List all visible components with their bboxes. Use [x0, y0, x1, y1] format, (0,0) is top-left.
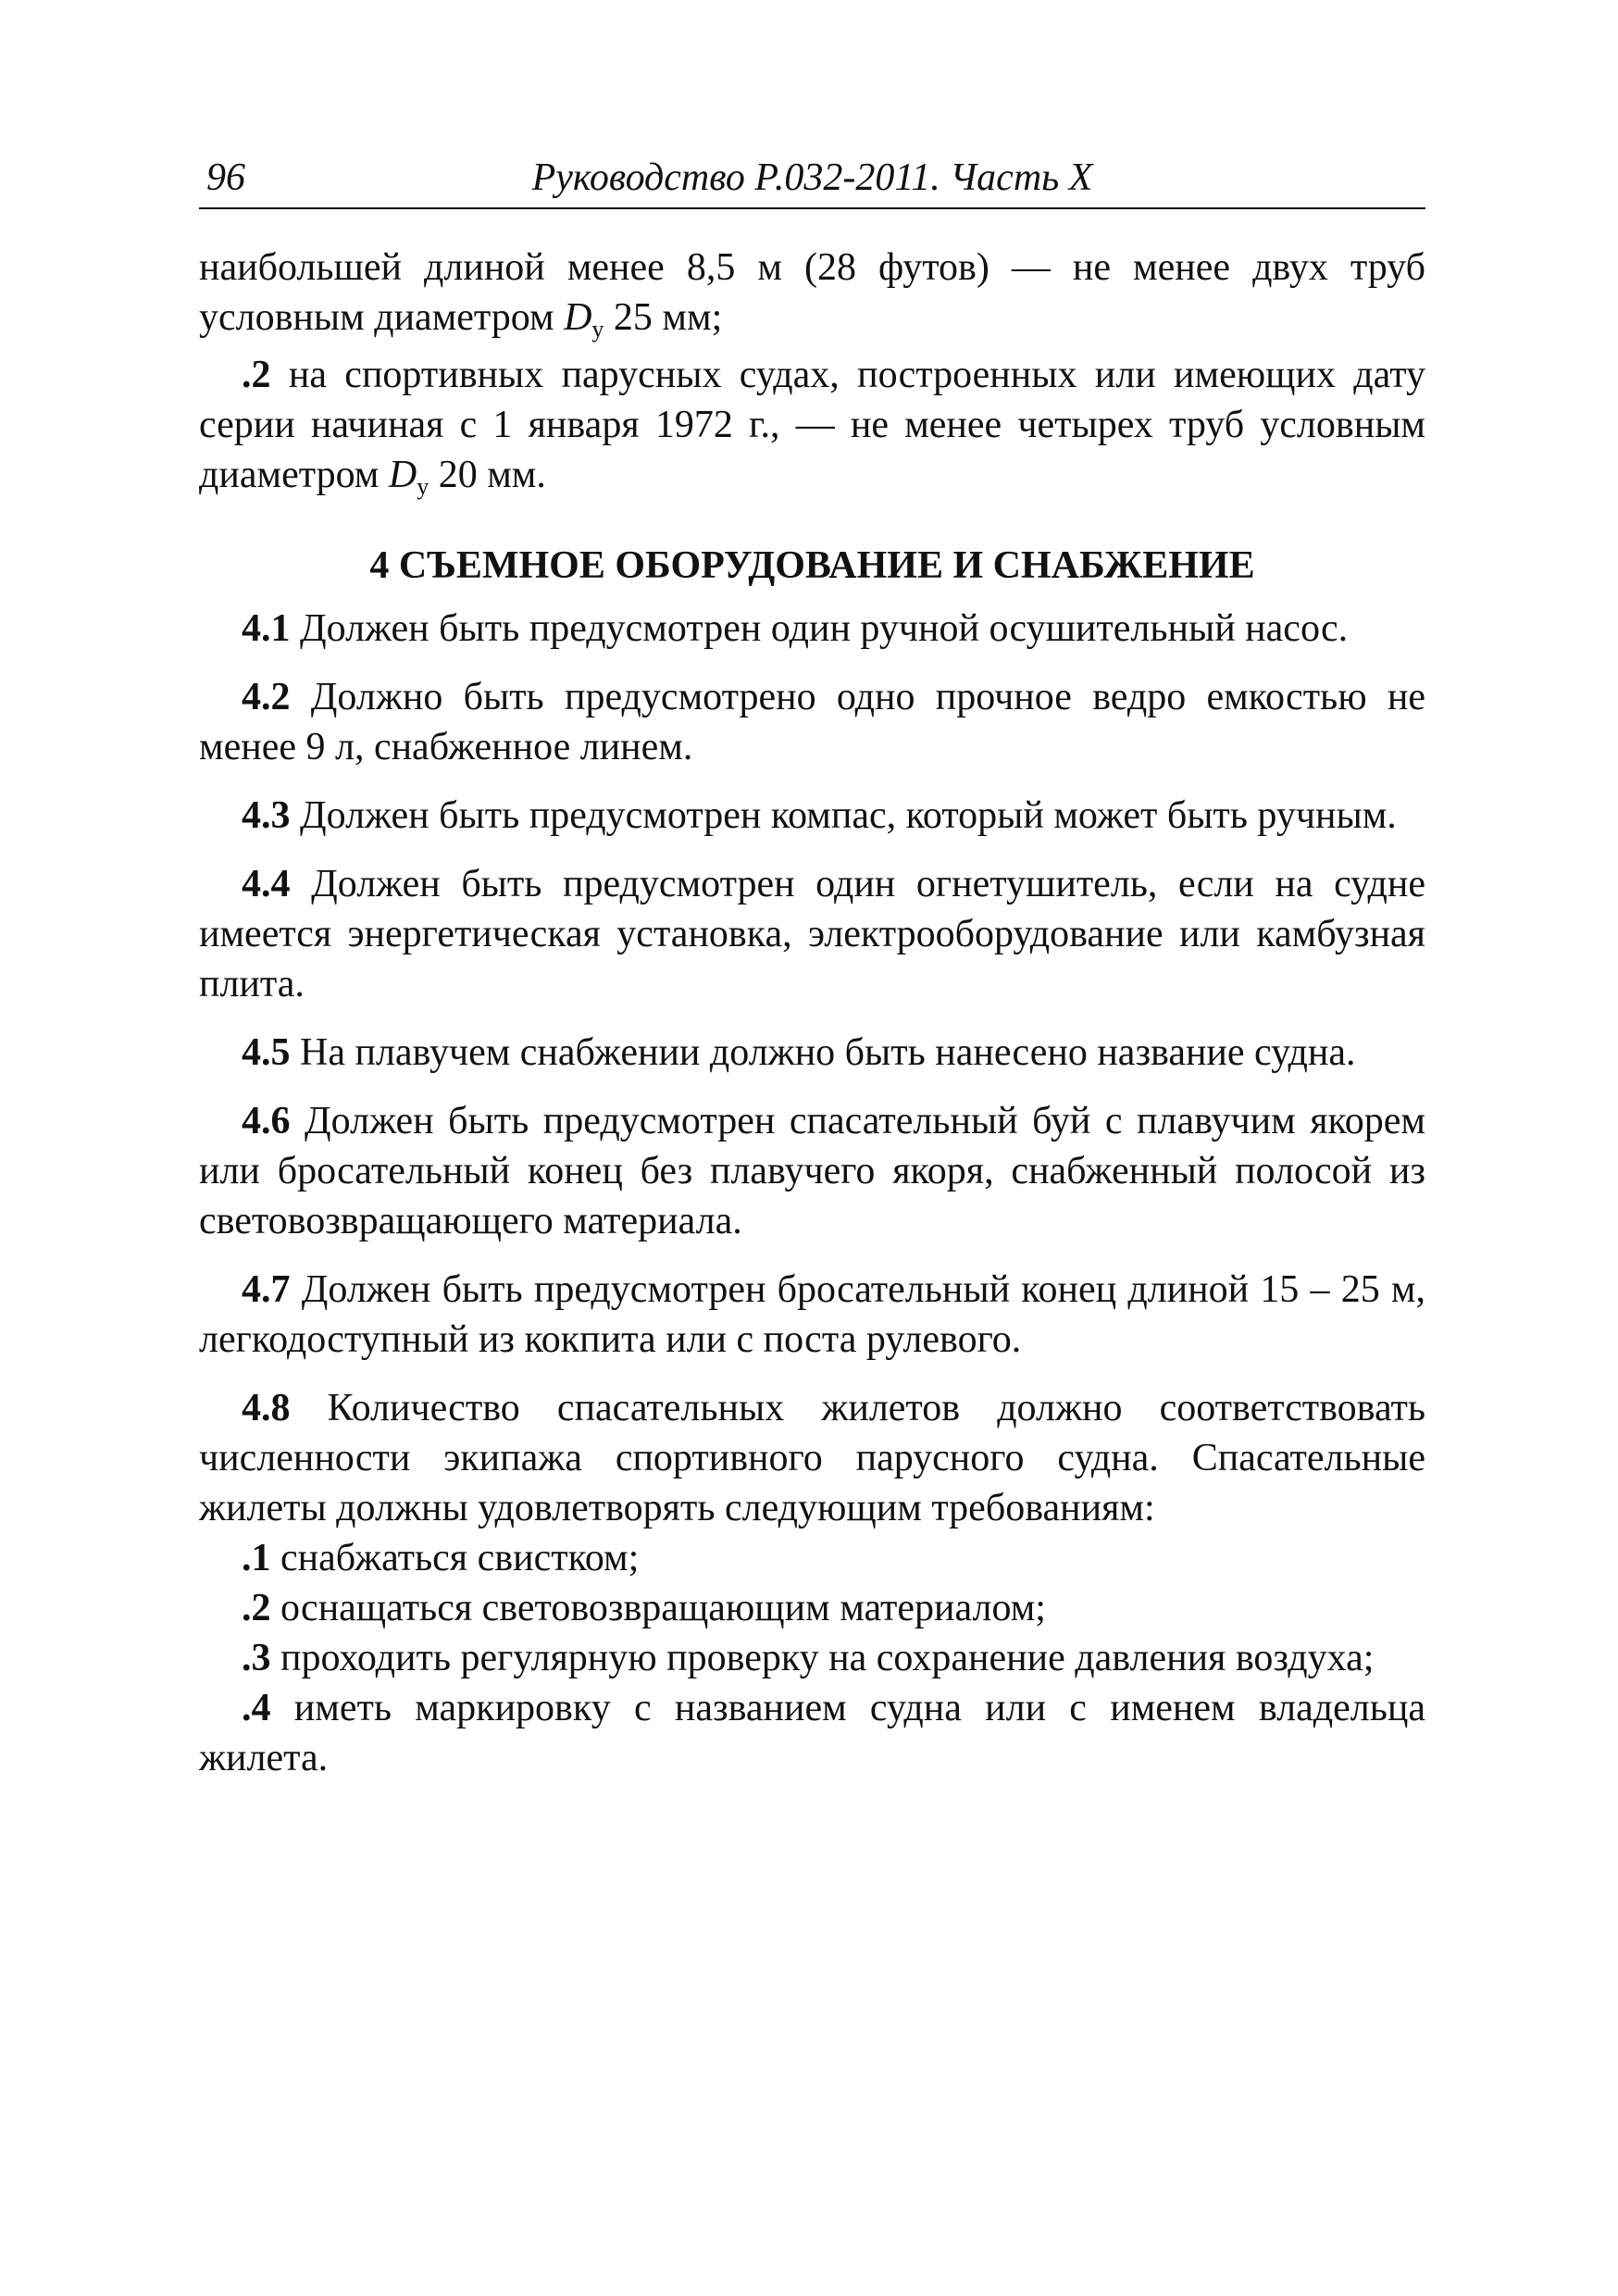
subitem-1: .1 снабжаться свистком;: [242, 1537, 640, 1579]
paragraph-4-3: 4.3 Должен быть предусмотрен компас, который может быть ручным.: [242, 794, 1397, 837]
subitem-3: .3 проходить регулярную проверку на сохранение давления воздуха;: [242, 1637, 1375, 1679]
paragraph-4-8: 4.8 Количество спасательных жилетов должно соответствовать численности экипажа спортивного парусного судна. Спасательные жилеты должны удовлетворять следующим требованиям:: [199, 1387, 1426, 1529]
paragraph-4-6: 4.6 Должен быть предусмотрен спасательный буй с плавучим якорем или бросательный конец без плавучего якоря, снабженный полосой из световозвращающего материала.: [199, 1100, 1426, 1242]
subitem-2: .2 оснащаться световозвращающим материалом;: [242, 1587, 1046, 1629]
d-symbol: $D_у$: [564, 296, 604, 343]
section-heading: 4 СЪЕМНОЕ ОБОРУДОВАНИЕ И СНАБЖЕНИЕ: [369, 544, 1255, 587]
item-2-paragraph: [199, 350, 1425, 500]
page-number: 96: [206, 156, 245, 199]
paragraph-4-7: 4.7 Должен быть предусмотрен бросательный конец длиной 15 – 25 м, легкодоступный из кокпита или с поста рулевого.: [199, 1268, 1426, 1361]
intro-text: наибольшей длиной менее 8,5 м (28 футов) — не менее двух труб условным диаметром: [199, 246, 1425, 339]
running-title: Руководство Р.032-2011. Часть X: [531, 156, 1093, 199]
paragraph-4-5: 4.5 На плавучем снабжении должно быть нанесено название судна.: [242, 1031, 1356, 1074]
item-2-number: .2: [242, 354, 271, 396]
d-symbol: $D_у$: [388, 454, 429, 500]
page-body: [199, 243, 1425, 1783]
subitem-4: .4 иметь маркировку с названием судна или с именем владельца жилета.: [199, 1687, 1425, 1779]
page-header: [199, 150, 1425, 209]
paragraph-4-2: 4.2 Должно быть предусмотрено одно прочное ведро емкостью не менее 9 л, снабженное линем.: [199, 676, 1425, 768]
item-2-tail: 20 мм.: [438, 454, 546, 496]
intro-tail: 25 мм;: [613, 296, 723, 339]
intro-paragraph: [199, 243, 1425, 343]
paragraph-4-4: 4.4 Должен быть предусмотрен один огнетушитель, если на судне имеется энергетическая установка, электрооборудование или камбузная плита.: [199, 863, 1425, 1005]
paragraph-4-1: 4.1 Должен быть предусмотрен один ручной осушительный насос.: [242, 607, 1349, 650]
item-2-text: на спортивных парусных судах, построенных или имеющих дату серии начиная с 1 января 1972 г., — не менее четырех труб условным диаметром: [199, 354, 1426, 496]
